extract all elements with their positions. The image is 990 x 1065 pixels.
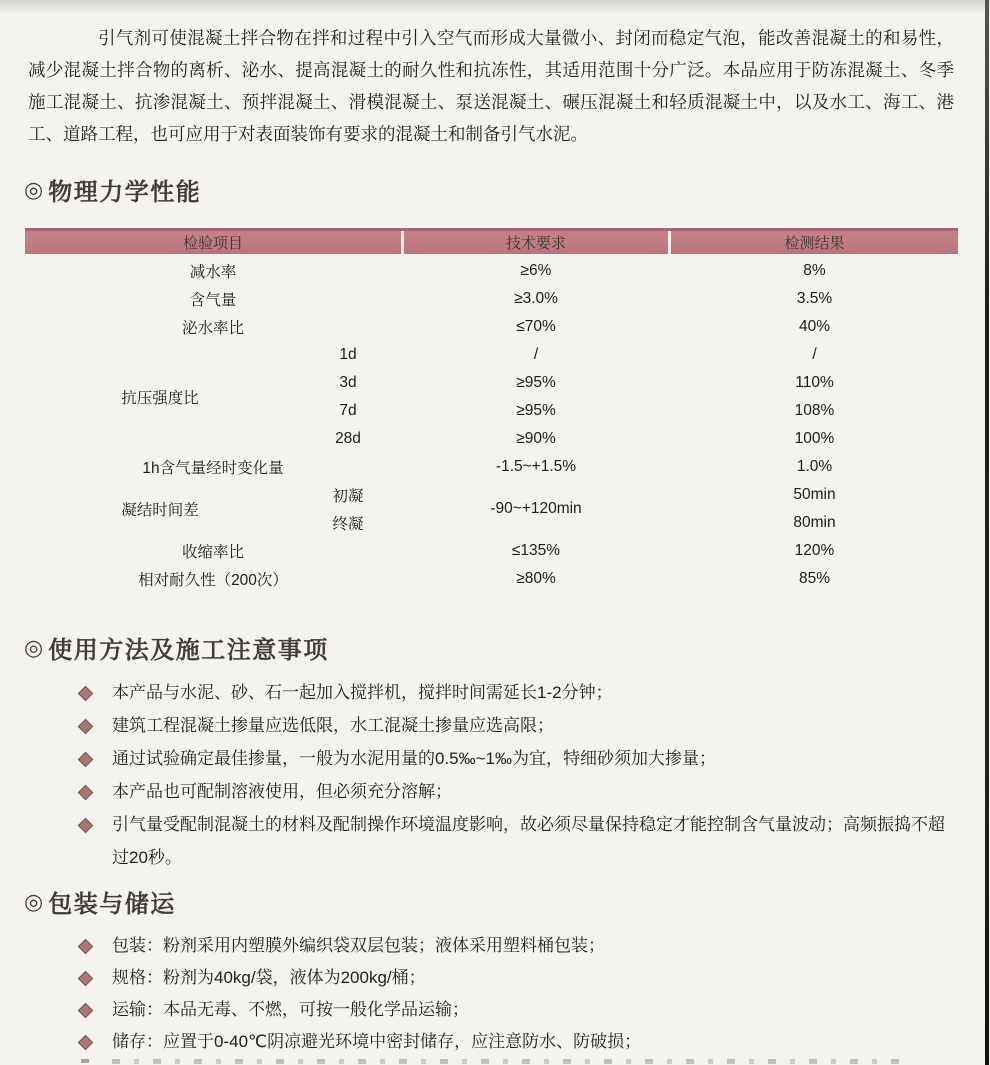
table-row-air-content [25,285,958,313]
diamond-bullet-icon [78,939,94,955]
diamond-bullet-icon [78,1003,94,1019]
packaging-list [0,930,990,1058]
list-item-text: 规格：粉剂为40kg/袋，液体为200kg/桶； [112,968,426,987]
cell-item: 减水率 [189,264,237,281]
cell-result: 85% [798,570,831,587]
cutoff-text-line [112,1059,912,1064]
table-row-water-reduction [25,257,958,285]
cell-requirement: ≥90% [516,430,556,447]
list-item [0,962,990,994]
table-row-air-content-change [25,453,958,481]
cell-requirement-span: -90~+120min [490,500,582,517]
list-item-text: 通过试验确定最佳掺量，一般为水泥用量的0.5‰~1‰为宜，特细砂须加大掺量； [112,749,717,768]
table-row-bleeding-ratio [25,313,958,341]
group-label: 抗压强度比 [121,390,199,407]
cell-requirement: -1.5~+1.5% [495,458,577,475]
section-title-packaging: 包装与储运 [48,891,176,918]
section-heading-usage [24,630,329,665]
cell-result: 3.5% [796,290,833,307]
list-item [0,742,990,775]
sub-label-age: 3d [339,374,357,391]
list-item-text: 引气量受配制混凝土的材料及配制操作环境温度影响，故必须尽量保持稳定才能控制含气量波动；高频振捣不超过20秒。 [112,815,945,867]
double-circle-icon: ◎ [24,176,44,202]
section-heading-physical [24,172,201,207]
list-item-text: 包装：粉剂采用内塑膜外编织袋双层包装；液体采用塑料桶包装； [112,936,605,955]
sub-label-stage: 终凝 [332,516,364,533]
cell-requirement: ≤135% [511,542,561,559]
cell-result: 40% [798,318,831,335]
table-row-shrinkage-ratio [25,537,958,565]
diamond-bullet-icon [78,719,94,735]
list-item-text: 本产品也可配制溶液使用，但必须充分溶解； [112,782,452,801]
diamond-bullet-icon [78,785,94,801]
list-item [0,994,990,1026]
cell-item: 泌水率比 [181,320,244,337]
table-header-row [25,228,958,254]
table-group-compressive-strength [25,341,958,453]
sub-label-stage: 初凝 [332,488,364,505]
double-circle-icon: ◎ [24,888,44,914]
table-header-cell-result: 检测结果 [784,235,845,252]
list-item [0,709,990,742]
section-title-physical: 物理力学性能 [48,179,202,206]
cell-item: 相对耐久性（200次） [138,572,288,589]
cell-result: 120% [794,542,835,559]
sub-label-age: 1d [339,346,357,363]
cell-item: 1h含气量经时变化量 [142,460,284,477]
scan-top-shadow [0,0,990,14]
table-group-setting-time [25,481,958,537]
table-header-cell-requirement: 技术要求 [401,231,671,254]
list-item [0,1026,990,1058]
diamond-bullet-icon [78,1035,94,1051]
cell-requirement: ≤70% [516,318,556,335]
diamond-bullet-icon [78,752,94,768]
list-item [0,676,990,709]
cell-requirement: ≥95% [516,402,556,419]
cell-result: / [812,346,817,363]
group-label: 凝结时间差 [121,502,199,519]
list-item-text: 运输：本品无毒、不燃，可按一般化学品运输； [112,1000,469,1019]
cell-requirement: ≥3.0% [514,290,558,307]
spec-table [25,228,958,593]
cell-requirement: ≥6% [520,262,552,279]
diamond-bullet-icon [78,686,94,702]
sub-label-age: 7d [339,402,357,419]
cell-requirement: / [533,346,539,363]
cutoff-diamond-bullet-icon [81,1059,89,1063]
list-item-text: 本产品与水泥、砂、石一起加入搅拌机，搅拌时间需延长1-2分钟； [112,683,613,702]
cell-result: 108% [794,402,835,419]
diamond-bullet-icon [78,971,94,987]
cell-result: 100% [794,430,835,447]
table-row-relative-durability [25,565,958,593]
cell-item: 含气量 [189,292,237,309]
cell-requirement: ≥80% [516,570,556,587]
section-title-usage: 使用方法及施工注意事项 [48,637,329,664]
cell-result: 50min [793,486,836,503]
scan-page-edge-line [985,0,989,1065]
list-item [0,930,990,962]
section-heading-packaging [24,884,176,919]
cell-result: 1.0% [796,458,833,475]
usage-list [0,676,990,874]
cell-item: 收缩率比 [181,544,244,561]
table-body [25,254,958,593]
list-item-text: 建筑工程混凝土掺量应选低限，水工混凝土掺量应选高限； [112,716,554,735]
cell-requirement: ≥95% [516,374,556,391]
sub-label-age: 28d [335,430,361,447]
diamond-bullet-icon [78,818,94,834]
table-header-cell-item: 检验项目 [182,235,243,252]
intro-paragraph: 引气剂可使混凝土拌合物在拌和过程中引入空气而形成大量微小、封闭而稳定气泡，能改善混凝土的和易性，减少混凝土拌合物的离析、泌水、提高混凝土的耐久性和抗冻性，其适用范围十分广泛。本品应用于防冻混凝土、冬季施工混凝土、抗渗混凝土、预拌混凝土、滑模混凝土、泵送混凝土、碾压混凝土和轻质混凝土中，以及水工、海工、港工、道路工程，也可应用于对表面装饰有要求的混凝土和制备引气水泥。 [28,28,954,144]
double-circle-icon: ◎ [24,634,44,660]
cell-result: 80min [793,514,836,531]
cell-result: 110% [795,374,834,391]
list-item [0,808,990,874]
cell-result: 8% [803,262,826,279]
list-item-text: 储存：应置于0-40℃阴凉避光环境中密封储存，应注意防水、防破损； [112,1032,642,1051]
list-item [0,775,990,808]
